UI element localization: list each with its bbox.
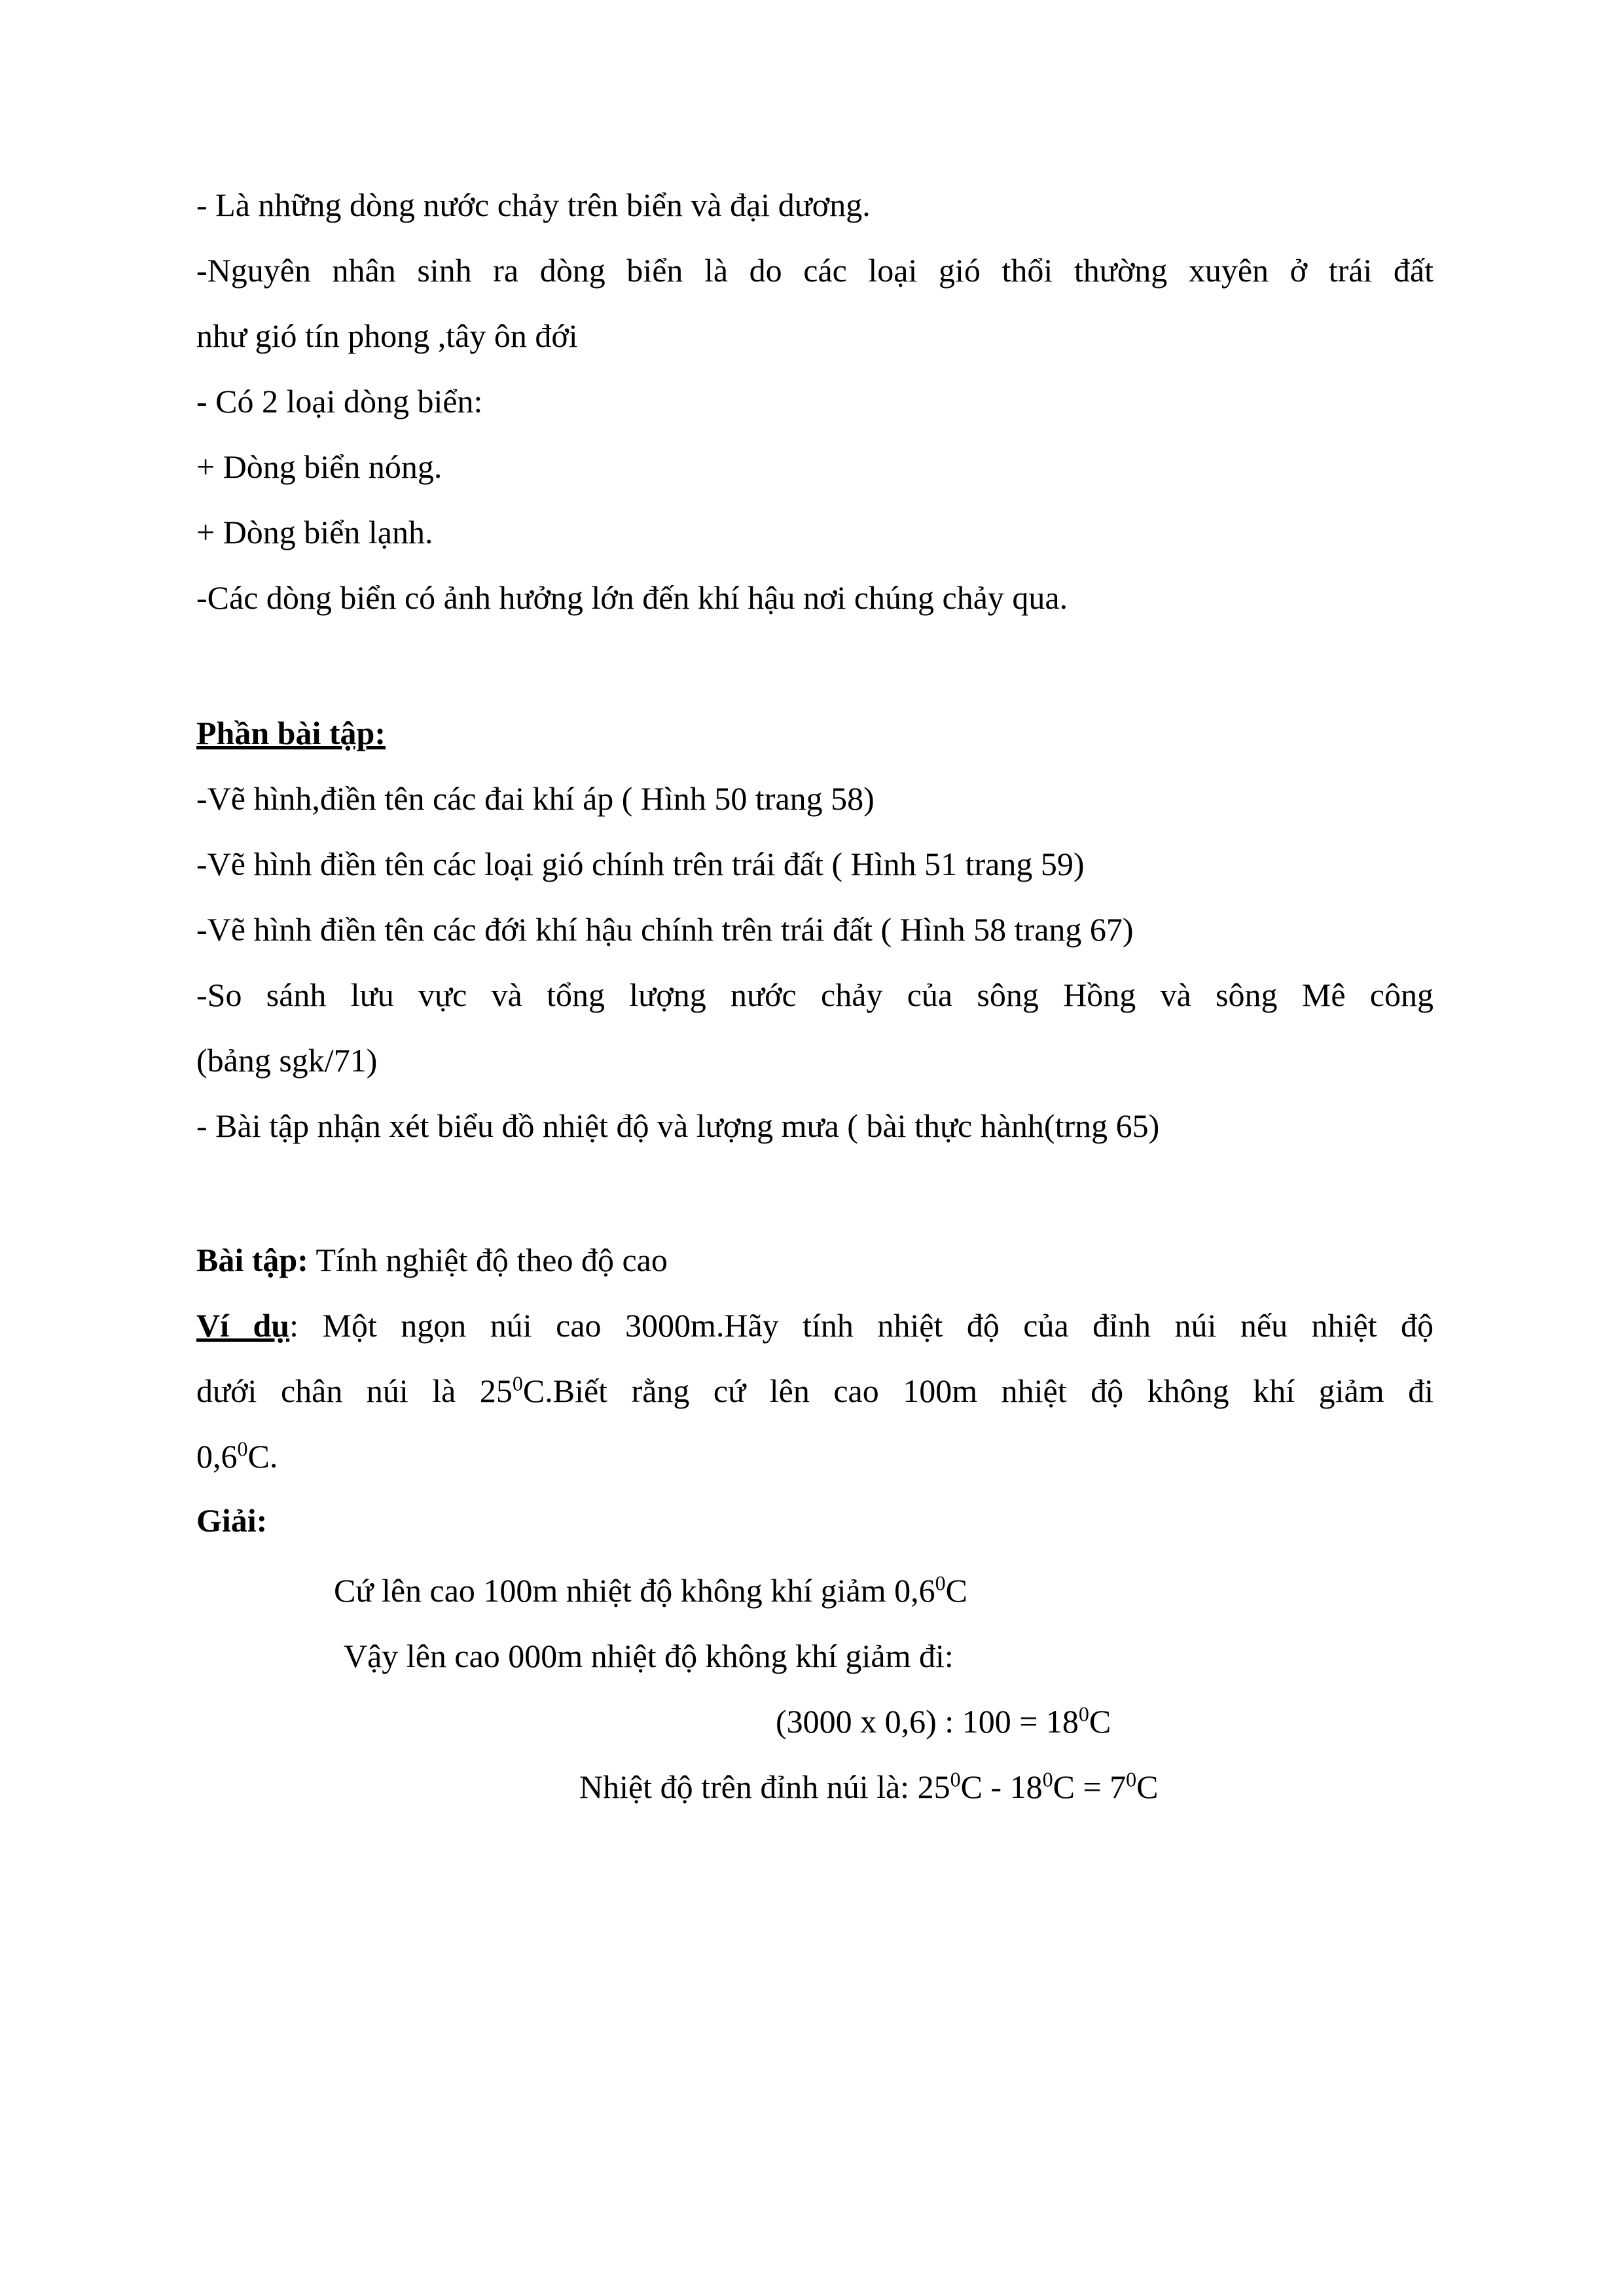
ocean-line-3: - Có 2 loại dòng biển: xyxy=(196,383,483,420)
ocean-line-5: + Dòng biển lạnh. xyxy=(196,514,433,550)
exercise-item: (bảng sgk/71) xyxy=(196,1042,378,1079)
solution-step-3b: C xyxy=(1089,1703,1111,1740)
example-line-1 xyxy=(196,1306,1434,1345)
solution-step-3a: (3000 x 0,6) : 100 = 18 xyxy=(776,1703,1079,1740)
degree-superscript: 0 xyxy=(237,1437,248,1461)
example-text-3a: 0,6 xyxy=(196,1438,238,1475)
ocean-line-2a: -Nguyên nhân sinh ra dòng biển là do các loại gió thổi thường xuyên ở trái đất xyxy=(196,252,1434,289)
solution-step-1 xyxy=(334,1571,1381,1610)
ocean-line-1: - Là những dòng nước chảy trên biển và đại dương. xyxy=(196,187,871,223)
problem-label: Bài tập: xyxy=(196,1242,308,1278)
exercises-heading: Phần bài tập: xyxy=(196,715,386,751)
solution-step-1b: C xyxy=(945,1572,968,1609)
solution-step-3 xyxy=(776,1702,1430,1741)
degree-superscript: 0 xyxy=(1126,1767,1137,1791)
solution-step-4a: Nhiệt độ trên đỉnh núi là: 25 xyxy=(579,1768,950,1805)
solution-label: Giải: xyxy=(196,1502,268,1539)
degree-superscript: 0 xyxy=(935,1571,946,1595)
solution-step-1a: Cứ lên cao 100m nhiệt độ không khí giảm 0,6 xyxy=(334,1572,935,1609)
exercise-item: -Vẽ hình điền tên các loại gió chính trên trái đất ( Hình 51 trang 59) xyxy=(196,846,1085,882)
problem-heading xyxy=(196,1240,1434,1280)
example-line-2 xyxy=(196,1371,1434,1410)
ocean-line-6: -Các dòng biển có ảnh hưởng lớn đến khí hậu nơi chúng chảy qua. xyxy=(196,579,1068,616)
degree-superscript: 0 xyxy=(1078,1702,1089,1726)
exercise-item: - Bài tập nhận xét biểu đồ nhiệt độ và lượng mưa ( bài thực hành(trng 65) xyxy=(196,1107,1160,1144)
solution-step-4 xyxy=(579,1767,1430,1806)
solution-step-4c: C = 7 xyxy=(1053,1768,1127,1805)
example-colon: : xyxy=(289,1307,298,1344)
exercise-item: -So sánh lưu vực và tổng lượng nước chảy của sông Hồng và sông Mê công xyxy=(196,977,1434,1013)
degree-superscript: 0 xyxy=(512,1371,523,1395)
exercise-item: -Vẽ hình điền tên các đới khí hậu chính trên trái đất ( Hình 58 trang 67) xyxy=(196,911,1134,948)
problem-title: Tính nghiệt độ theo độ cao xyxy=(308,1242,668,1278)
example-label: Ví dụ xyxy=(196,1307,290,1344)
example-text-2a: dưới chân núi là 25 xyxy=(196,1372,513,1409)
example-text-1: Một ngọn núi cao 3000m.Hãy tính nhiệt độ của đỉnh núi nếu nhiệt độ xyxy=(298,1307,1434,1344)
degree-superscript: 0 xyxy=(1042,1767,1053,1791)
ocean-line-2b: như gió tín phong ,tây ôn đới xyxy=(196,317,578,354)
solution-step-2: Vậy lên cao 000m nhiệt độ không khí giảm đi: xyxy=(344,1638,954,1674)
solution-step-4b: C - 18 xyxy=(960,1768,1043,1805)
solution-step-4d: C xyxy=(1136,1768,1159,1805)
degree-superscript: 0 xyxy=(950,1767,961,1791)
example-line-3 xyxy=(196,1437,1434,1476)
exercise-item: -Vẽ hình,điền tên các đai khí áp ( Hình 50 trang 58) xyxy=(196,780,875,817)
example-text-3b: C. xyxy=(247,1438,278,1475)
ocean-line-4: + Dòng biển nóng. xyxy=(196,448,442,485)
example-text-2b: C.Biết rằng cứ lên cao 100m nhiệt độ không khí giảm đi xyxy=(522,1372,1434,1409)
